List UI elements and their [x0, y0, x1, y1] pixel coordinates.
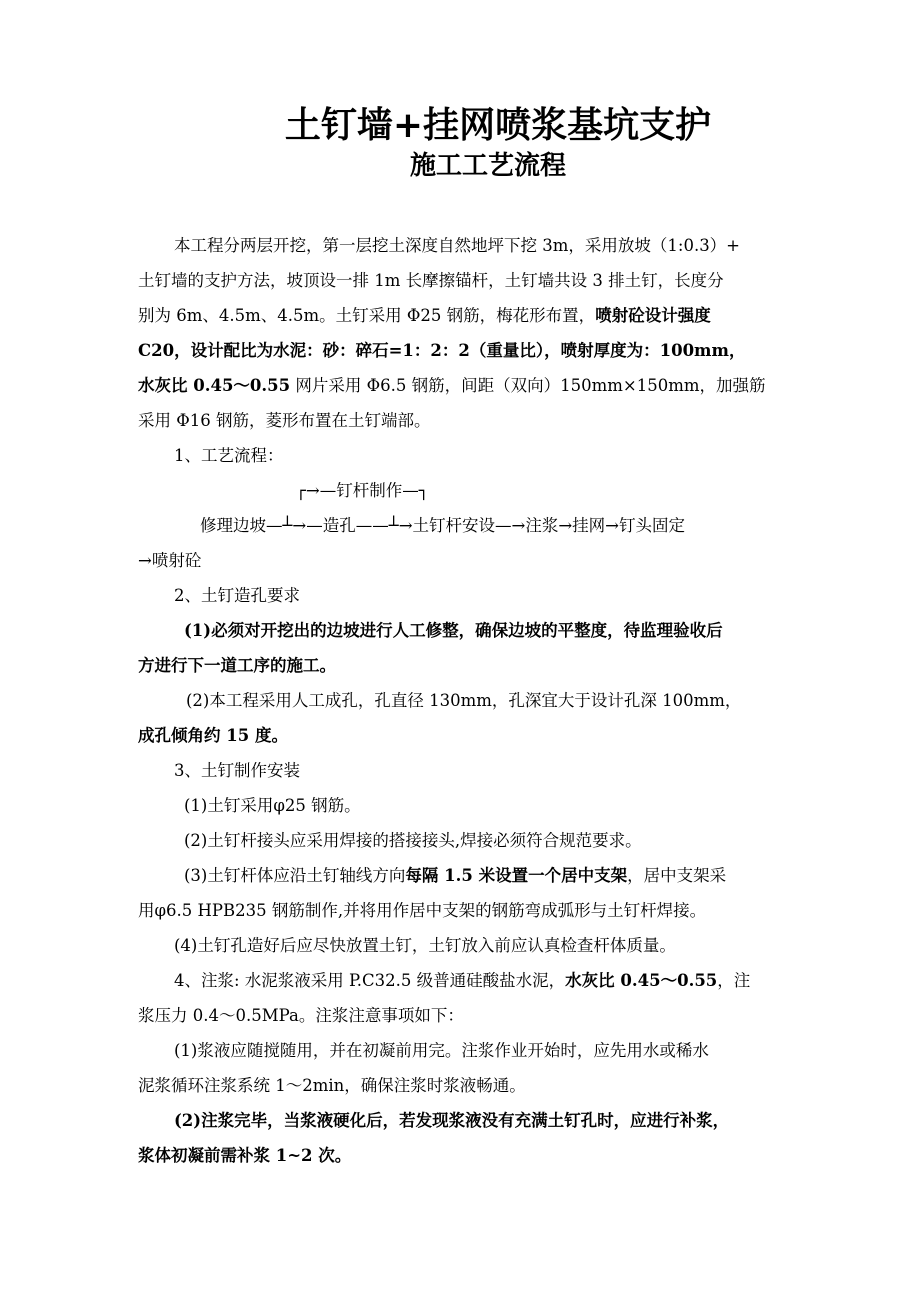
- intro-line-5: [138, 368, 793, 403]
- s2-item-1-bold-2: 方进行下一道工序的施工。: [138, 656, 336, 675]
- intro-line-1: 本工程分两层开挖，第一层挖土深度自然地坪下挖 3m，采用放坡（1:0.3）+: [174, 236, 741, 255]
- section-4-line-1: [138, 963, 793, 998]
- s4-item-2-line-2: [138, 1138, 793, 1173]
- section-2-heading: 2、土钉造孔要求: [174, 586, 300, 605]
- s4-text-2: ，注: [717, 971, 751, 990]
- section-1-heading: 1、工艺流程：: [174, 446, 284, 465]
- flow-branch: ┌→—钉杆制作—┐: [296, 481, 429, 500]
- intro-line-3-text: 别为 6m、4.5m、4.5m。土钉采用 Φ25 钢筋，梅花形布置，: [138, 306, 596, 325]
- intro-line-4-bold: C20，设计配比为水泥：砂：碎石=1：2：2（重量比），喷射厚度为：100mm，: [138, 341, 746, 360]
- s2-item-2-line-2: [138, 718, 793, 753]
- s3-item-3-bold: 每隔 1.5 米设置一个居中支架: [405, 866, 628, 885]
- s2-item-1-line-1: [138, 613, 793, 648]
- s3-item-4: (4)土钉孔造好后应尽快放置土钉，土钉放入前应认真检查杆体质量。: [174, 936, 676, 955]
- document-subtitle: 施工工艺流程: [409, 151, 566, 181]
- intro-line-3: [138, 298, 793, 333]
- s2-item-1-bold: (1)必须对开挖出的边坡进行人工修整，确保边坡的平整度，待监理验收后: [184, 621, 723, 640]
- s3-item-2: (2)土钉杆接头应采用焊接的搭接接头,焊接必须符合规范要求。: [184, 831, 642, 850]
- s4-item-1-line-1: (1)浆液应随搅随用，并在初凝前用完。注浆作业开始时，应先用水或稀水: [174, 1041, 709, 1060]
- s3-item-1: (1)土钉采用φ25 钢筋。: [184, 796, 361, 815]
- intro-line-3-bold: 喷射砼设计强度: [595, 306, 711, 325]
- s2-item-2-bold: 成孔倾角约 15 度。: [138, 726, 288, 745]
- s3-item-3-line-2: 用φ6.5 HPB235 钢筋制作,并将用作居中支架的钢筋弯成弧形与土钉杆焊接。: [138, 901, 707, 920]
- s4-bold: 水灰比 0.45～0.55: [565, 971, 718, 990]
- document-body: [138, 228, 793, 1173]
- intro-line-5-text: 网片采用 Φ6.5 钢筋，间距（双向）150mm×150mm，加强筋: [290, 376, 766, 395]
- s4-item-2-line-1: [138, 1103, 793, 1138]
- flow-tail: →喷射砼: [138, 551, 202, 570]
- intro-line-5-bold: 水灰比 0.45～0.55: [138, 376, 291, 395]
- section-3-heading: 3、土钉制作安装: [174, 761, 300, 780]
- s2-item-1-line-2: [138, 648, 793, 683]
- s3-item-3-text-2: ，居中支架采: [627, 866, 727, 885]
- section-4-line-2: 浆压力 0.4～0.5MPa。注浆注意事项如下：: [138, 1006, 464, 1025]
- s2-item-2-line-1: (2)本工程采用人工成孔，孔直径 130mm，孔深宜大于设计孔深 100mm，: [186, 691, 742, 710]
- s4-item-1-line-2: 泥浆循环注浆系统 1～2min，确保注浆时浆液畅通。: [138, 1076, 526, 1095]
- intro-line-2: 土钉墙的支护方法，坡顶设一排 1m 长摩擦锚杆，土钉墙共设 3 排土钉，长度分: [138, 271, 724, 290]
- s3-item-3-line-1: [138, 858, 793, 893]
- s3-item-3-text: (3)土钉杆体应沿土钉轴线方向: [184, 866, 406, 885]
- s4-text-1: 4、注浆: 水泥浆液采用 P.C32.5 级普通硅酸盐水泥，: [174, 971, 566, 990]
- s4-item-2-bold: (2)注浆完毕，当浆液硬化后，若发现浆液没有充满土钉孔时，应进行补浆，: [174, 1111, 730, 1130]
- intro-line-6: 采用 Φ16 钢筋，菱形布置在土钉端部。: [138, 411, 431, 430]
- intro-line-4: [138, 333, 793, 368]
- flow-main: 修理边坡—┴→—造孔——┴→土钉杆安设—→注浆→挂网→钉头固定: [200, 516, 685, 535]
- s4-item-2-bold-2: 浆体初凝前需补浆 1~2 次。: [138, 1146, 352, 1165]
- document-title: 土钉墙+挂网喷浆基坑支护: [284, 105, 712, 146]
